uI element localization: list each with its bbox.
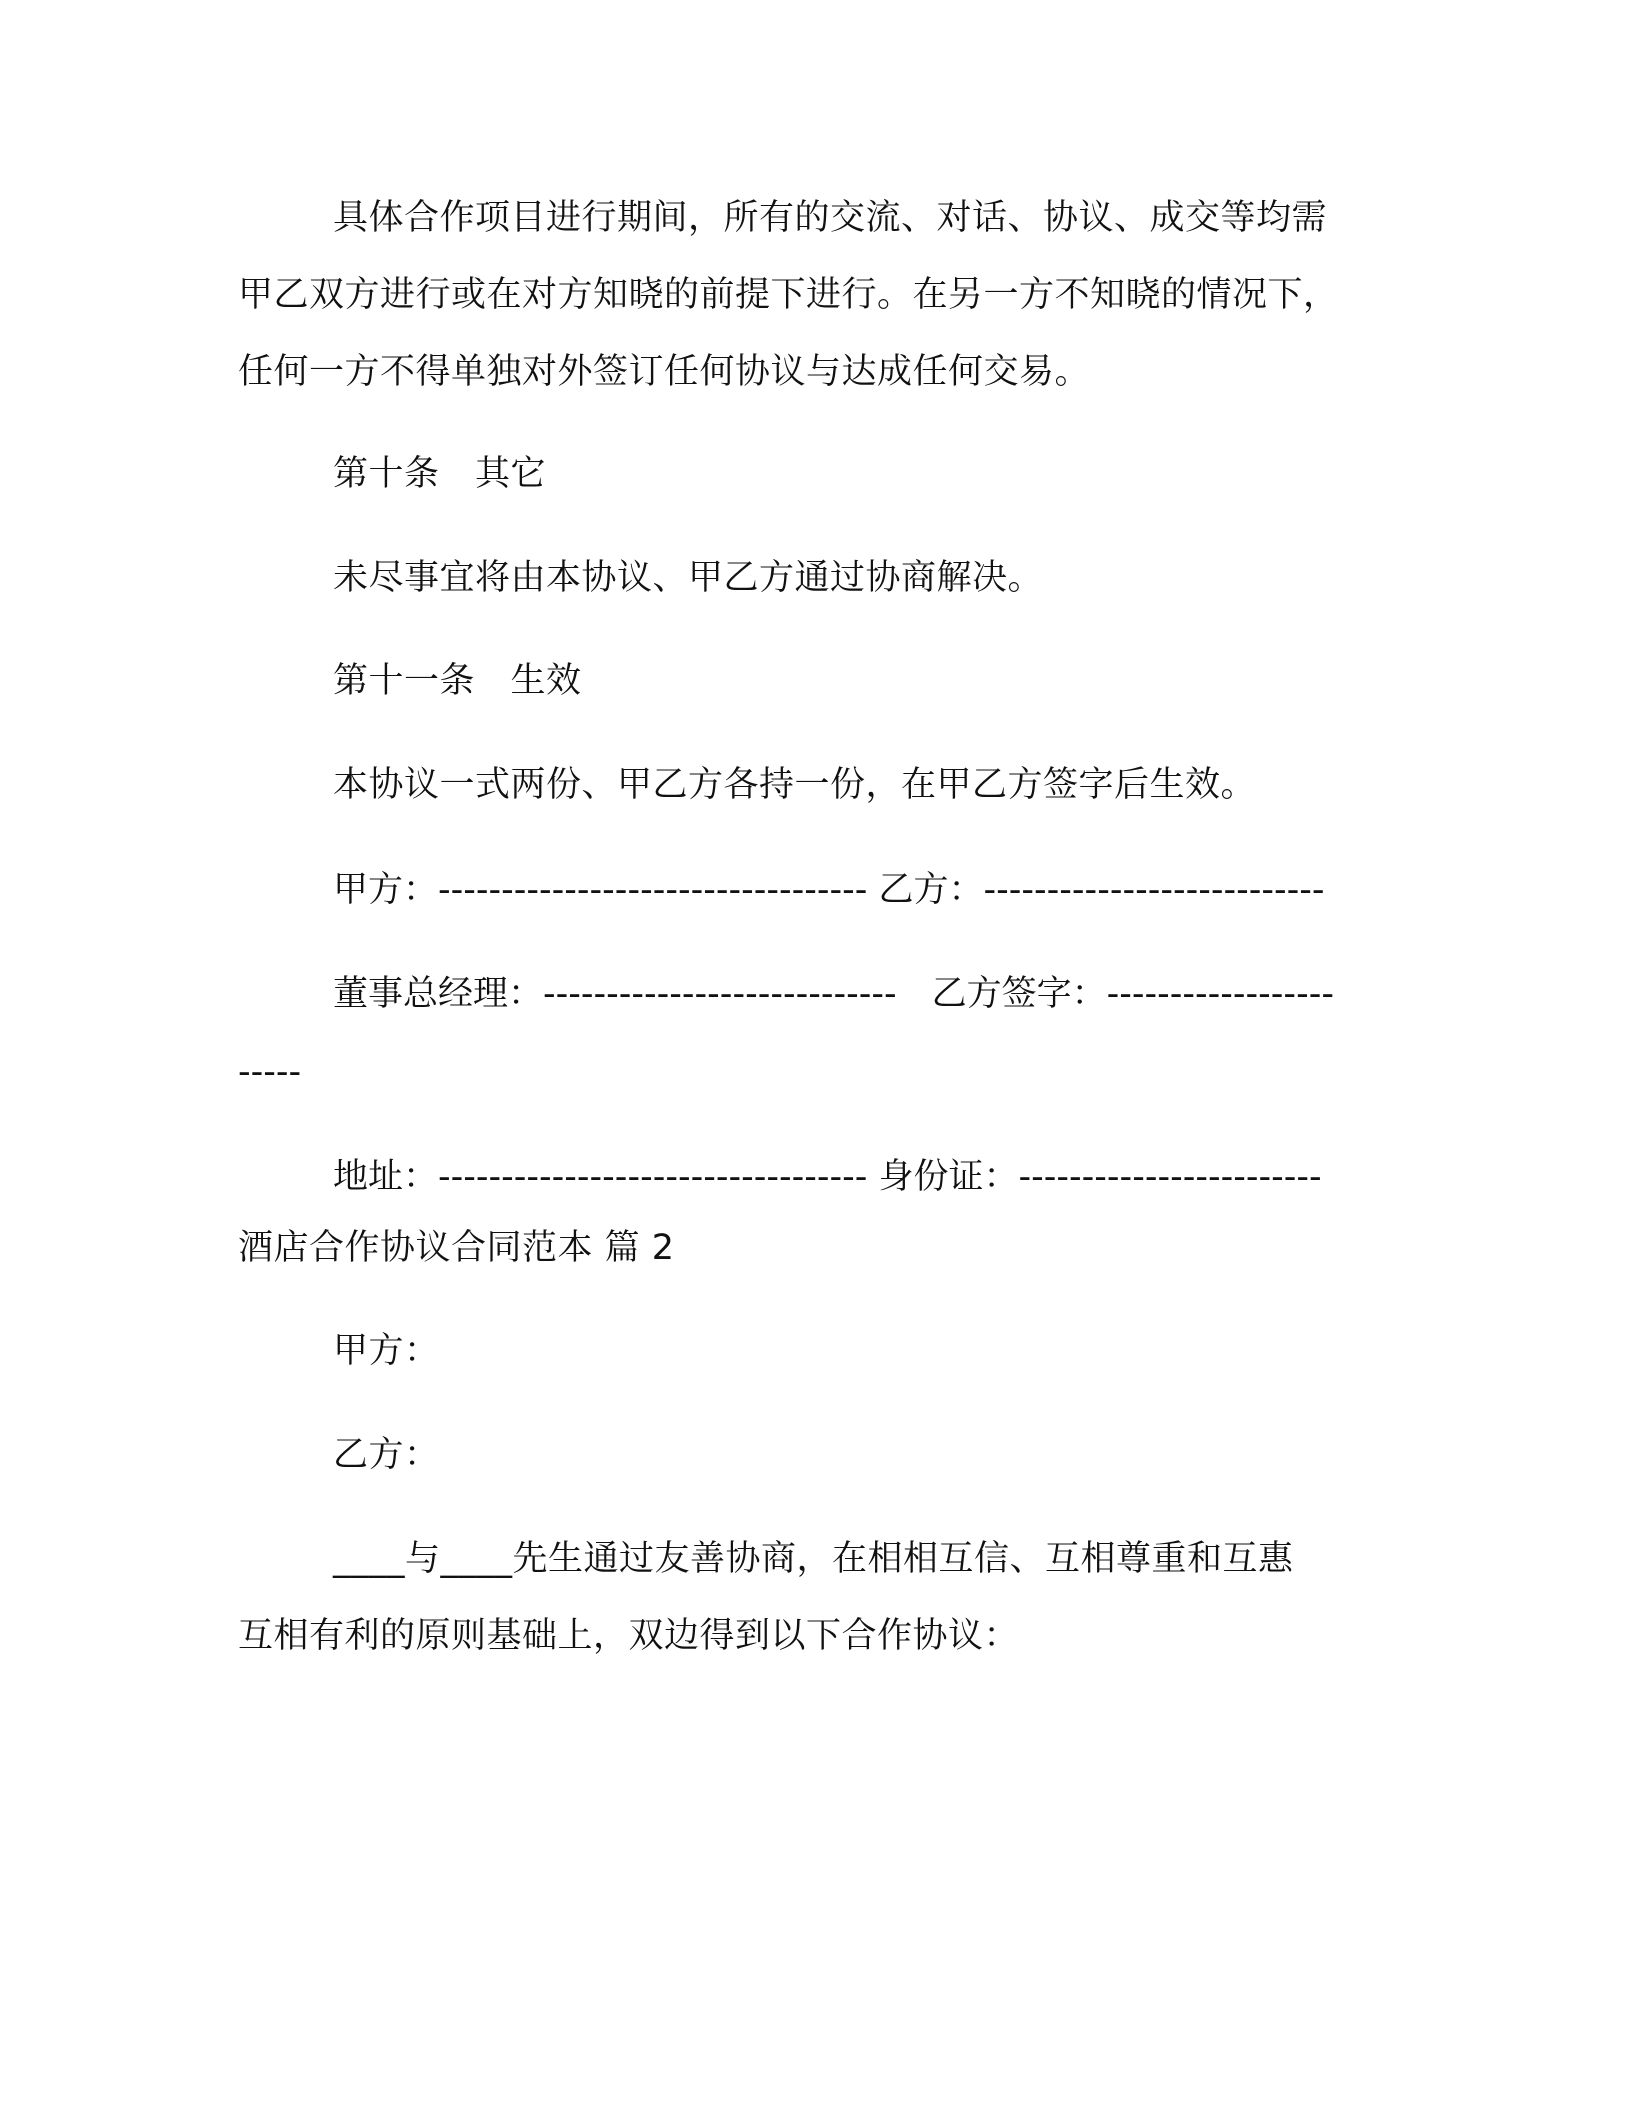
section-title: 酒店合作协议合同范本 篇 2 (238, 1228, 675, 1268)
party-a-label: 甲方： (333, 1331, 440, 1371)
signature-line-address: 地址：---------------------------------- 身份证：------------------------ (333, 1157, 1322, 1197)
paragraph-line: 具体合作项目进行期间，所有的交流、对话、协议、成交等均需 (333, 198, 1328, 238)
paragraph-line: 甲乙双方进行或在对方知晓的前提下进行。在另一方不知晓的情况下， (238, 275, 1339, 315)
signature-line-parties: 甲方：---------------------------------- 乙方：--------------------------- (333, 870, 1325, 910)
article-body: 本协议一式两份、甲乙方各持一份，在甲乙方签字后生效。 (333, 765, 1257, 805)
intro-paragraph-line: ____与____先生通过友善协商，在相相互信、互相尊重和互惠 (333, 1539, 1294, 1579)
article-heading: 第十条 其它 (333, 454, 547, 494)
party-b-label: 乙方： (333, 1435, 440, 1475)
signature-line-wrap: ----- (238, 1052, 302, 1092)
intro-paragraph-line: 互相有利的原则基础上，双边得到以下合作协议： (238, 1616, 1020, 1656)
article-heading: 第十一条 生效 (333, 661, 582, 701)
signature-line-director: 董事总经理：---------------------------- 乙方签字：------------------ (333, 974, 1334, 1014)
article-body: 未尽事宜将由本协议、甲乙方通过协商解决。 (333, 558, 1044, 598)
paragraph-line: 任何一方不得单独对外签订任何协议与达成任何交易。 (238, 352, 1091, 392)
